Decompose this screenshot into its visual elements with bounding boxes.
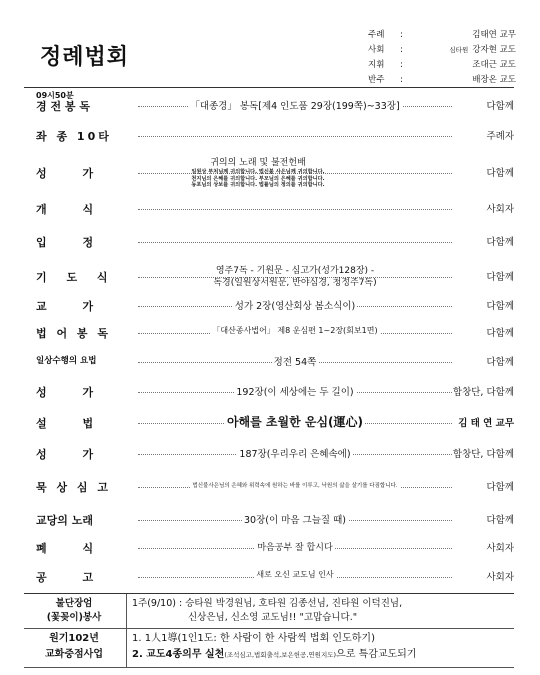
row-performer: 주례자 (486, 131, 514, 142)
box-title-line: (꽃꽂이)봉사 (46, 612, 102, 623)
colon: : (400, 30, 403, 40)
officer-note: 심타원 (449, 46, 469, 54)
footer-mid-rule (24, 628, 514, 629)
row-content: 정전 54쪽 (273, 357, 317, 368)
project-line-2-main: 2. 교도4종의무 실천 (132, 649, 225, 660)
row-content-wrap (138, 98, 452, 112)
flower-offering-title (24, 597, 124, 625)
row-label: 폐 식 (36, 542, 110, 555)
flower-offering-text (132, 597, 402, 625)
row-content: 30장(이 마음 그늘질 때) (244, 515, 346, 526)
row-label: 개 식 (36, 203, 110, 216)
row-performer: 다함께 (486, 168, 514, 179)
row-label: 일상수행의 요법 (36, 356, 97, 366)
dotted-leader (138, 136, 452, 137)
officer-name: 배장온 교도 (472, 75, 516, 85)
officer-role: 주례 (368, 30, 385, 40)
row-label: 교당의 노래 (36, 514, 93, 527)
officer-list (368, 28, 516, 88)
box-text-line: 신상은님, 신소영 교도님!! "고맙습니다." (188, 612, 358, 623)
focus-project-box (24, 631, 514, 665)
row-performer: 다함께 (486, 357, 514, 368)
row-label: 입 정 (36, 236, 110, 249)
row-content: 영주7독 - 기원문 - 심고가(성가128장) - (215, 266, 375, 276)
focus-project-title (24, 631, 124, 663)
row-performer: 사회자 (486, 204, 514, 215)
footer-bottom-rule (24, 667, 514, 668)
row-performer: 다함께 (486, 482, 514, 493)
officer-role: 반주 (368, 75, 385, 85)
row-label: 성 가 (36, 386, 110, 399)
project-line-1: 1. 1人1導(1인1도: 한 사람이 한 사람씩 법회 인도하기) (132, 633, 375, 644)
row-performer: 김 태 연 교무 (458, 418, 514, 429)
row-performer: 다함께 (486, 237, 514, 248)
colon: : (400, 75, 403, 85)
footer-top-rule (24, 593, 514, 594)
row-label: 기 도 식 (36, 271, 116, 284)
row-performer: 합창단, 다함께 (452, 387, 514, 398)
row-label: 성 가 (36, 167, 110, 180)
officer-name-wrap (449, 43, 516, 58)
hymn-line: 동포님의 상보를 귀의합니다. 법률님의 정의를 귀의합니다. (191, 182, 325, 188)
hymn-title: 귀의의 노래 및 불전헌배 (207, 155, 309, 168)
start-time: 09시50분 (36, 91, 74, 100)
box-title-line: 원기102년 (49, 633, 99, 644)
row-label: 좌 종 10타 (36, 130, 112, 143)
row-content-wrap (138, 413, 452, 430)
row-content-wrap (138, 275, 452, 288)
row-content-wrap (138, 481, 452, 489)
officer-name: 조대근 교도 (472, 60, 516, 70)
row-content: 「대종경」 봉독[제4 인도품 29장(199쪽)~33장] (190, 101, 400, 112)
officer-name: 김태연 교무 (472, 30, 516, 40)
row-performer: 다함께 (486, 328, 514, 339)
dotted-leader (138, 242, 452, 243)
row-content-wrap (138, 446, 452, 460)
row-performer: 다함께 (486, 101, 514, 112)
row-performer: 다함께 (486, 515, 514, 526)
row-content: 성가 2장(영산회상 봄소식이) (234, 301, 356, 312)
flower-offering-box (24, 597, 514, 627)
row-performer: 사회자 (486, 572, 514, 583)
officer-row (368, 28, 516, 43)
row-content: 「대산종사법어」 제8 운심편 1~2장(회보1면) (212, 326, 378, 335)
focus-project-text (132, 631, 417, 663)
sermon-title: 아해를 초월한 운심(運心) (226, 415, 364, 429)
officer-role: 사회 (368, 45, 385, 55)
project-line-2 (132, 647, 417, 663)
officer-row (368, 73, 516, 88)
row-content: 마음공부 잘 합시다 (257, 543, 333, 553)
row-content: 새로 오신 교도님 인사 (256, 570, 334, 579)
hymn-line: 천지님의 은혜를 귀의합니다. 부모님의 은혜를 귀의합니다. (191, 175, 325, 182)
row-performer: 합창단, 다함께 (452, 449, 514, 460)
row-label: 성 가 (36, 448, 110, 461)
row-label: 경 전 봉 독 (36, 100, 90, 113)
page-title: 정례법회 (40, 44, 130, 70)
colon: : (400, 45, 403, 55)
colon: : (400, 60, 403, 70)
box-text-line: 1주(9/10) : 승타원 박경원님, 호타원 김종선님, 진타원 이덕진님, (132, 598, 403, 609)
dotted-leader (138, 209, 452, 210)
hymn-line: 일원상 부처님께 귀의합니다. 법신불 사은님께 귀의합니다. (191, 169, 325, 175)
box-title-line: 불단장엄 (55, 598, 93, 609)
hymn-block (138, 150, 378, 189)
officer-name: 강자현 교도 (472, 45, 516, 55)
row-performer: 다함께 (486, 272, 514, 283)
row-label: 묵 상 심 고 (36, 481, 111, 494)
box-title-line: 교화중점사업 (45, 649, 103, 660)
row-performer: 사회자 (486, 543, 514, 554)
project-line-2-end: 으로 특감교도되기 (336, 649, 417, 660)
row-label: 설 법 (36, 417, 110, 430)
officer-role: 지휘 (368, 60, 385, 70)
officer-row (368, 58, 516, 73)
row-content: 187장(우리우리 은혜속에) (239, 449, 351, 460)
footer-divider (126, 594, 127, 667)
row-content-wrap (138, 569, 452, 580)
row-performer: 다함께 (486, 301, 514, 312)
row-label: 공 고 (36, 571, 110, 584)
row-content-wrap (138, 384, 452, 398)
officer-row (368, 43, 516, 58)
row-label: 법 어 봉 독 (36, 327, 111, 340)
row-content-wrap (138, 325, 452, 336)
row-content-wrap (138, 298, 452, 312)
row-content-wrap (138, 512, 452, 526)
project-line-2-small: (조석심고,법회출석,보은헌공,연원지도) (224, 651, 337, 659)
row-content: 192장(이 세상에는 두 길이) (236, 387, 354, 398)
row-content-wrap (138, 354, 452, 368)
header-divider (24, 87, 514, 88)
row-label: 교 가 (36, 300, 110, 313)
row-content: 법신불사은님의 은혜와 위력속에 원하는 바를 이루고, 낙원의 삶을 살기를 다짐합니다. (192, 483, 398, 489)
row-content-wrap (138, 540, 452, 553)
row-content-2: 독경(일원상서원문, 반야심경, 청정주7독) (213, 278, 377, 288)
